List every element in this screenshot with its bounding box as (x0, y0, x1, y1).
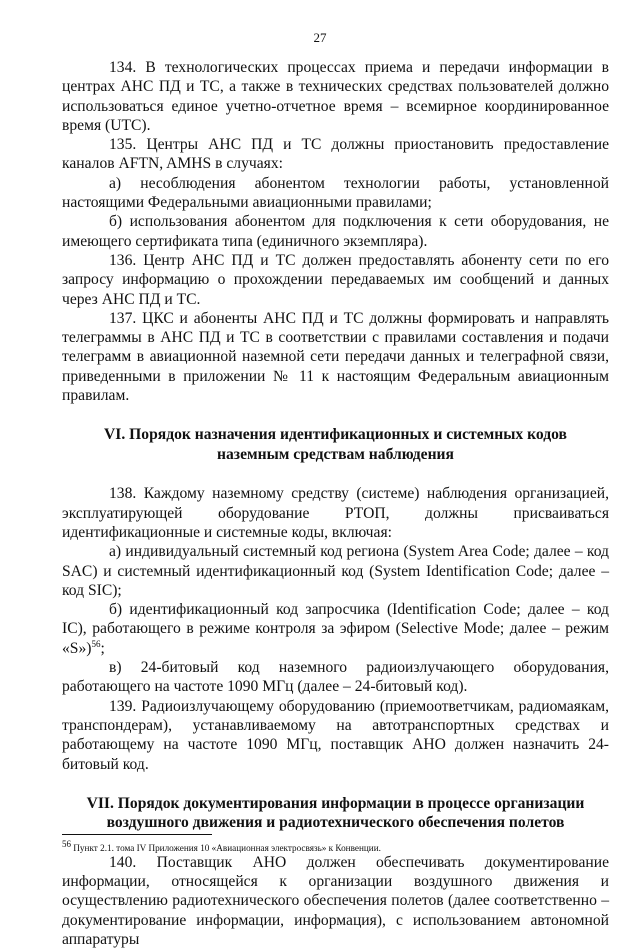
footnote-divider (62, 834, 212, 835)
paragraph-138-b (62, 600, 609, 658)
paragraph-138: 138. Каждому наземному средству (системе) наблюдения организацией, эксплуатирующей оборудование РТОП, должны присваиваться идентификационные и системные коды, включая: (62, 485, 609, 541)
section-heading-vi (62, 425, 609, 464)
document-body (62, 58, 609, 949)
section-heading-vi-line1: VI. Порядок назначения идентификационных и системных кодов (104, 426, 567, 444)
paragraph-135-a: а) несоблюдения абонентом технологии работы, установленной настоящими Федеральными авиационными правилами; (62, 174, 609, 212)
paragraph-136: 136. Центр АНС ПД и ТС должен предоставлять абоненту сети по его запросу информацию о прохождении передаваемых им сообщений и данных через АНС ПД и ТС. (62, 251, 609, 308)
footnote-text: Пункт 2.1. тома IV Приложения 10 «Авиационная электросвязь» к Конвенции. (71, 843, 381, 853)
section-heading-vii (62, 794, 609, 833)
paragraph-134: 134. В технологических процессах приема и передачи информации в центрах АНС ПД и ТС, а также в технических средствах пользователей должно использоваться единое учетно-отчетное время – всемирное координированное время (UTC). (62, 59, 609, 134)
paragraph-138-b-text: б) идентификационный код запросчика (Identification Code; далее – код IC), работающего в режиме контроля за эфиром (Selective Mode; далее – режим «S») (62, 601, 609, 657)
footnote-marker: 56 (62, 838, 71, 849)
page-number: 27 (313, 30, 327, 45)
footnote-reference: 56 (91, 638, 101, 649)
paragraph-140: 140. Поставщик АНО должен обеспечивать документирование информации, относящейся к организации воздушного движения и осуществлению радиотехнического обеспечения полетов (далее соответственно – документирование информации, информация), с использованием автономной аппаратуры (62, 853, 609, 948)
footnote (62, 838, 609, 854)
paragraph-135: 135. Центры АНС ПД и ТС должны приостановить предоставление каналов AFTN, AMHS в случаях: (62, 136, 609, 173)
paragraph-135-b: б) использования абонентом для подключения к сети оборудования, не имеющего сертификата типа (единичного экземпляра). (62, 213, 609, 250)
section-heading-vi-line2: наземным средствам наблюдения (217, 445, 454, 463)
paragraph-138-b-end: ; (100, 639, 105, 657)
paragraph-138-c: в) 24-битовый код наземного радиоизлучающего оборудования, работающего на частоте 1090 МГц (далее – 24-битовый код). (62, 659, 609, 696)
paragraph-137: 137. ЦКС и абоненты АНС ПД и ТС должны формировать и направлять телеграммы в АНС ПД и ТС в соответствии с правилами составления и подачи телеграмм в авиационной наземной сети передачи данных и телеграфной связи, приведенными в приложении № 11 к настоящим Федеральным авиационным правилам. (62, 309, 609, 405)
paragraph-138-a: а) индивидуальный системный код региона (System Area Code; далее – код SAC) и системный идентификационный код (System Identification Code; далее – код SIC); (62, 543, 609, 599)
section-heading-vii-line2: воздушного движения и радиотехнического обеспечения полетов (106, 814, 565, 832)
section-heading-vii-line1: VII. Порядок документирования информации в процессе организации (86, 794, 585, 812)
paragraph-139: 139. Радиоизлучающему оборудованию (приемоответчикам, радиомаякам, транспондерам), устанавливаемому на автотранспортных средствах и работающему на частоте 1090 МГц, поставщик АНО должен назначить 24-битовый код. (62, 697, 609, 773)
